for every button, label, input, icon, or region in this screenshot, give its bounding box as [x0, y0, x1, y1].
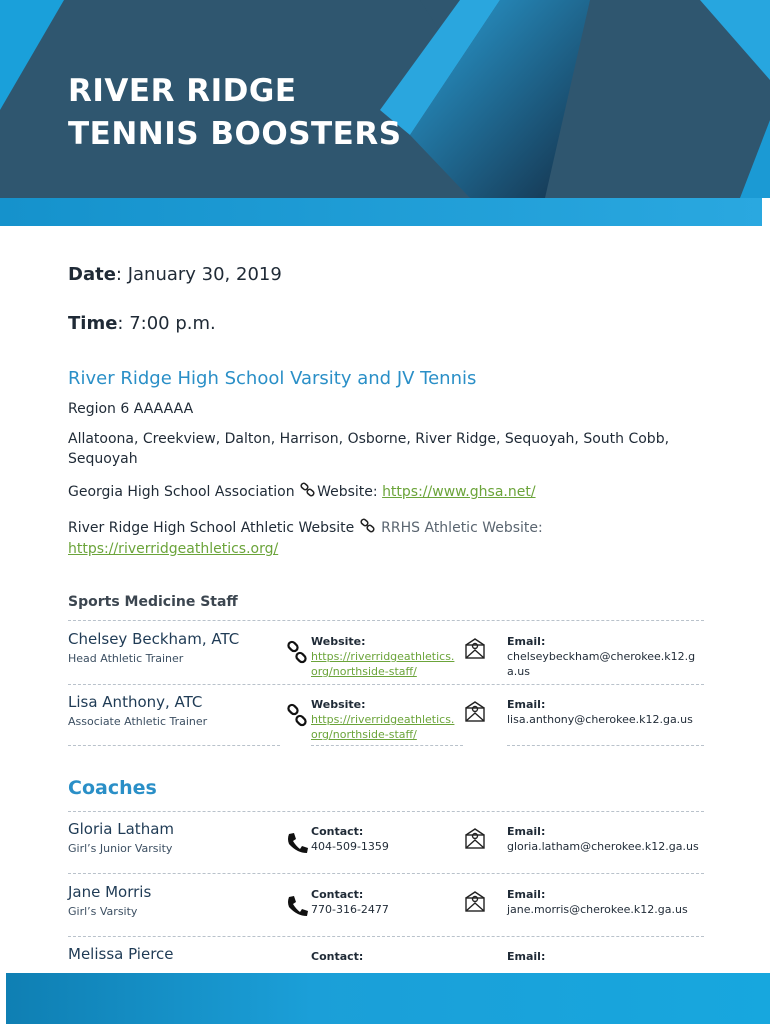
divider	[507, 745, 704, 746]
date-value: : January 30, 2019	[115, 264, 282, 285]
meeting-date	[68, 264, 282, 285]
date-label: Date	[68, 264, 116, 285]
coach-email-value[interactable]: gloria.latham@cherokee.k12.ga.us	[507, 840, 699, 853]
coach-role: Girl’s Varsity	[68, 905, 138, 918]
coaches-heading: Coaches	[68, 777, 157, 799]
link-icon	[285, 640, 311, 666]
rrhs-website-label: RRHS Athletic Website:	[381, 520, 543, 536]
header-banner	[0, 0, 770, 226]
contact-label: Contact:	[311, 825, 364, 838]
staff-email-value[interactable]: chelseybeckham@cherokee.k12.ga.us	[507, 650, 696, 678]
coach-phone[interactable]: 770-316-2477	[311, 903, 389, 916]
website-label: Website:	[311, 635, 366, 648]
staff-role: Head Athletic Trainer	[68, 652, 184, 665]
staff-email-value[interactable]: lisa.anthony@cherokee.k12.ga.us	[507, 713, 693, 726]
staff-role: Associate Athletic Trainer	[68, 715, 208, 728]
divider	[68, 745, 280, 746]
link-icon	[285, 703, 311, 729]
divider	[68, 936, 704, 937]
email-label: Email:	[507, 635, 546, 648]
staff-website	[311, 697, 461, 742]
coach-phone[interactable]: 404-509-1359	[311, 840, 389, 853]
phone-icon	[285, 830, 311, 856]
coach-contact	[311, 949, 461, 964]
rrhs-link[interactable]: https://riverridgeathletics.org/	[68, 541, 279, 557]
staff-website	[311, 634, 461, 679]
ghsa-line	[68, 482, 536, 500]
mail-icon	[464, 828, 486, 850]
divider	[68, 620, 704, 621]
staff-name: Chelsey Beckham, ATC	[68, 630, 240, 648]
ghsa-website-label: Website:	[317, 484, 383, 500]
divider	[311, 745, 463, 746]
email-label: Email:	[507, 950, 546, 963]
coach-role: Girl’s Junior Varsity	[68, 842, 173, 855]
divider	[68, 873, 704, 874]
time-label: Time	[68, 313, 118, 334]
footer-bar	[6, 973, 770, 1024]
divider	[68, 811, 704, 812]
contact-label: Contact:	[311, 950, 364, 963]
staff-website-link[interactable]: https://riverridgeathletics.org/northside-staff/	[311, 650, 455, 678]
email-label: Email:	[507, 825, 546, 838]
coach-contact	[311, 887, 461, 917]
staff-row	[68, 630, 704, 692]
staff-email	[507, 634, 703, 679]
mail-icon	[464, 701, 486, 723]
mail-icon	[464, 891, 486, 913]
rrhs-line	[68, 518, 688, 560]
title-line-1: RIVER RIDGE	[68, 73, 297, 109]
phone-icon	[285, 893, 311, 919]
email-label: Email:	[507, 888, 546, 901]
link-icon	[299, 482, 317, 498]
sports-medicine-heading: Sports Medicine Staff	[68, 594, 238, 610]
region-text: Region 6 AAAAAA	[68, 401, 194, 417]
coach-email	[507, 887, 703, 917]
website-label: Website:	[311, 698, 366, 711]
page-title	[68, 70, 402, 156]
time-value: : 7:00 p.m.	[117, 313, 216, 334]
coach-name: Melissa Pierce	[68, 945, 174, 963]
staff-email	[507, 697, 703, 727]
mail-icon	[464, 638, 486, 660]
rrhs-label: River Ridge High School Athletic Website	[68, 520, 355, 536]
coach-row	[68, 945, 704, 971]
title-line-2: TENNIS BOOSTERS	[68, 116, 402, 152]
coach-email-value[interactable]: jane.morris@cherokee.k12.ga.us	[507, 903, 688, 916]
staff-name: Lisa Anthony, ATC	[68, 693, 203, 711]
ghsa-link[interactable]: https://www.ghsa.net/	[382, 484, 536, 500]
contact-label: Contact:	[311, 888, 364, 901]
coach-email	[507, 949, 703, 964]
email-label: Email:	[507, 698, 546, 711]
ghsa-label: Georgia High School Association	[68, 484, 295, 500]
meeting-time	[68, 313, 216, 334]
program-heading: River Ridge High School Varsity and JV Tennis	[68, 368, 477, 389]
coach-name: Jane Morris	[68, 883, 152, 901]
coach-email	[507, 824, 703, 854]
schools-list: Allatoona, Creekview, Dalton, Harrison, Osborne, River Ridge, Sequoyah, South Cobb, Sequoyah	[68, 431, 670, 467]
link-icon	[359, 518, 377, 534]
staff-website-link[interactable]: https://riverridgeathletics.org/northside-staff/	[311, 713, 455, 741]
coach-name: Gloria Latham	[68, 820, 175, 838]
coach-contact	[311, 824, 461, 854]
divider	[68, 684, 704, 685]
